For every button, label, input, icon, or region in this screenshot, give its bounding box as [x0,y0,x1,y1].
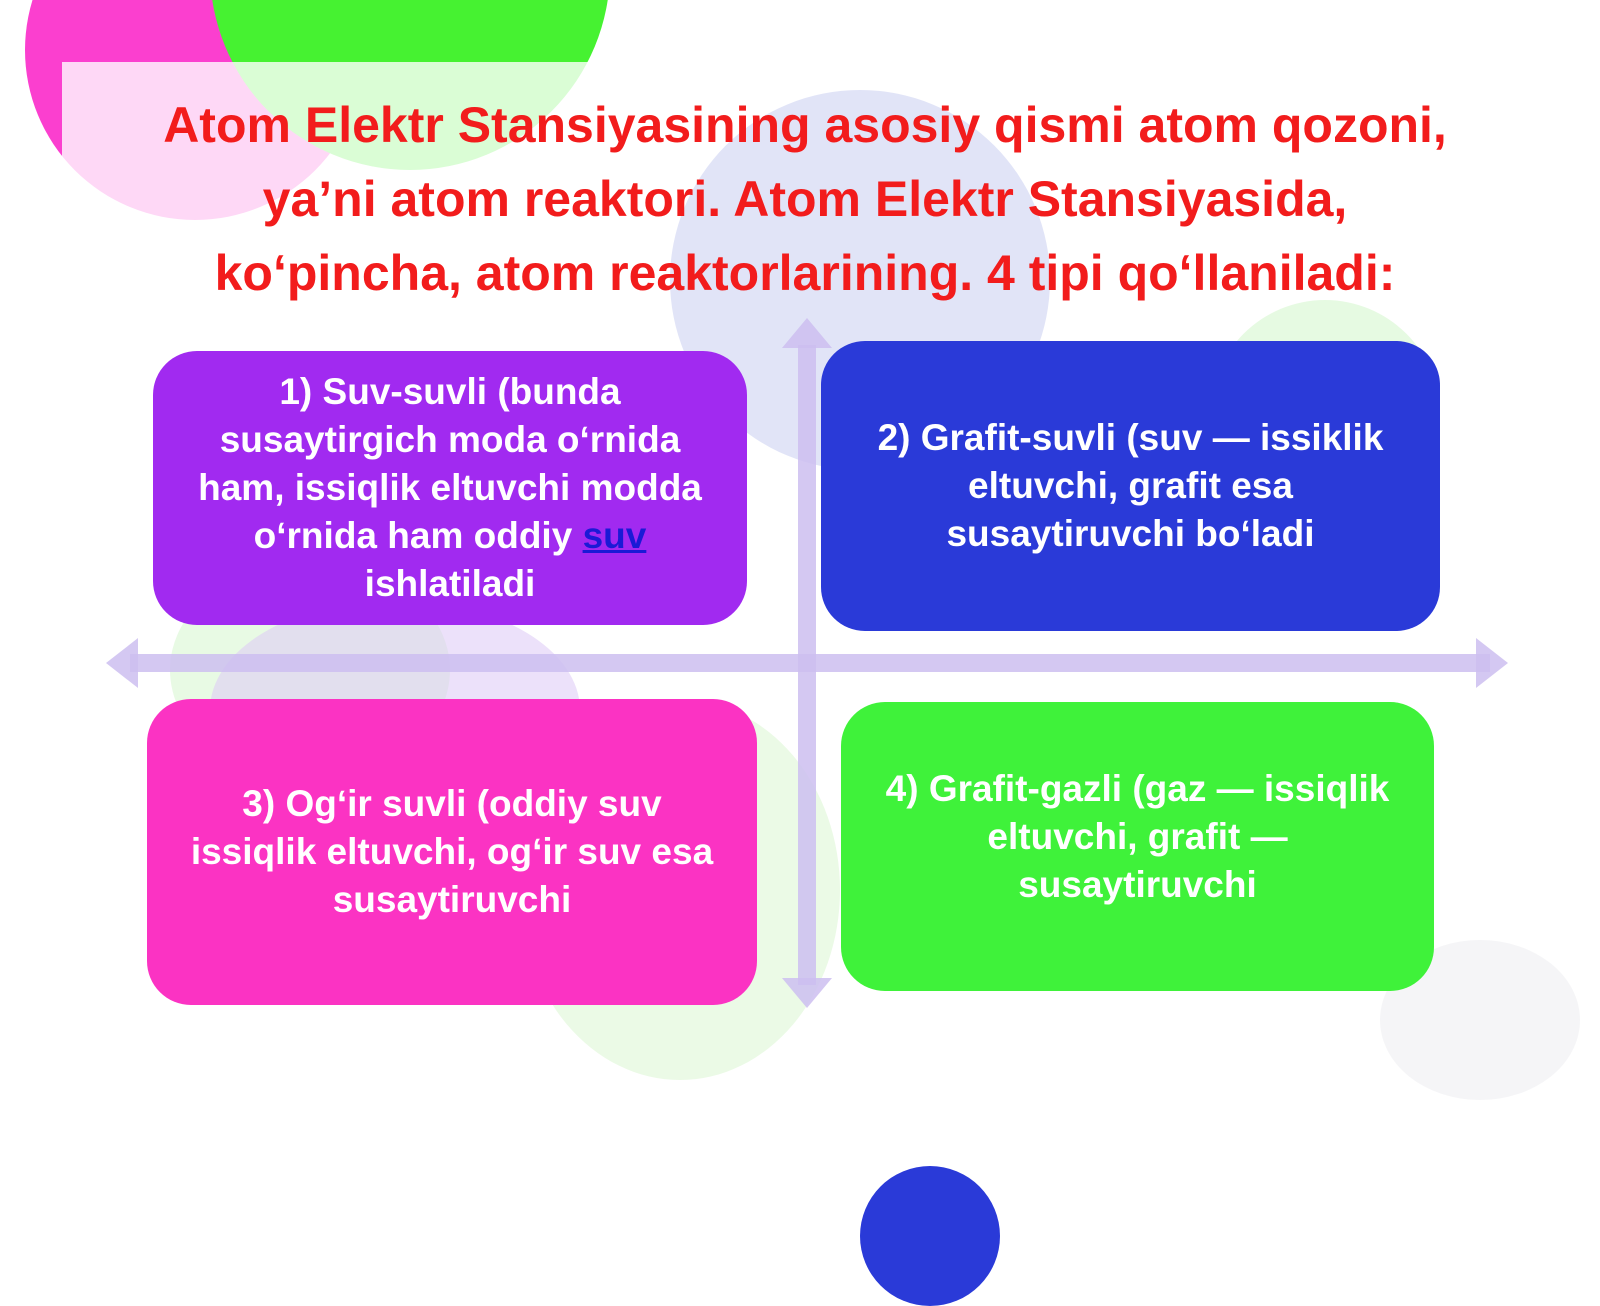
quadrant-3-text [191,780,713,924]
q1-line-4 [198,512,702,560]
q2-line-1: 2) Grafit-suvli (suv — issiklik [877,417,1384,458]
page-title [70,88,1540,310]
axis-arrow-up [782,318,832,348]
suv-link[interactable]: suv [582,515,647,556]
vertical-axis [798,345,816,985]
q1-line-5: ishlatiladi [364,563,536,604]
q1-line-2: susaytirgich moda o‘rnida [219,419,681,460]
quadrant-2-text [878,414,1384,558]
quadrant-4-box [841,702,1434,991]
q4-line-3: susaytiruvchi [1018,863,1257,905]
q3-line-2: issiqlik eltuvchi, og‘ir suv esa [190,831,714,872]
quadrant-3-box [147,699,757,1005]
q3-line-1: 3) Og‘ir suvli (oddiy suv [242,783,662,824]
q3-line-3: susaytiruvchi [332,879,572,920]
axis-arrow-left [106,638,138,688]
axis-arrow-right [1476,638,1508,688]
quadrant-2-box [821,341,1440,631]
q4-line-1: 4) Grafit-gazli (gaz — issiqlik [885,767,1390,809]
quadrant-4-text [886,765,1390,909]
q1-line-1: 1) Suv-suvli (bunda [279,371,621,412]
quadrant-1-text [198,368,702,608]
q2-line-3: susaytiruvchi bo‘ladi [946,513,1315,554]
decor-circle-blue-bottom [860,1166,1000,1306]
axis-arrow-down [782,978,832,1008]
title-line-2: ya’ni atom reaktori. Atom Elektr Stansiyasida, [262,171,1348,227]
q4-line-2: eltuvchi, grafit — [987,815,1288,857]
q1-line-3: ham, issiqlik eltuvchi modda [198,467,702,508]
title-line-1: Atom Elektr Stansiyasining asosiy qismi atom qozoni, [163,97,1447,153]
q1-line-4-text: o‘rnida ham oddiy [253,515,583,556]
quadrant-1-box [153,351,747,625]
title-line-3: ko‘pincha, atom reaktorlarining. 4 tipi qo‘llaniladi: [214,245,1396,301]
q2-line-2: eltuvchi, grafit esa [968,465,1293,506]
